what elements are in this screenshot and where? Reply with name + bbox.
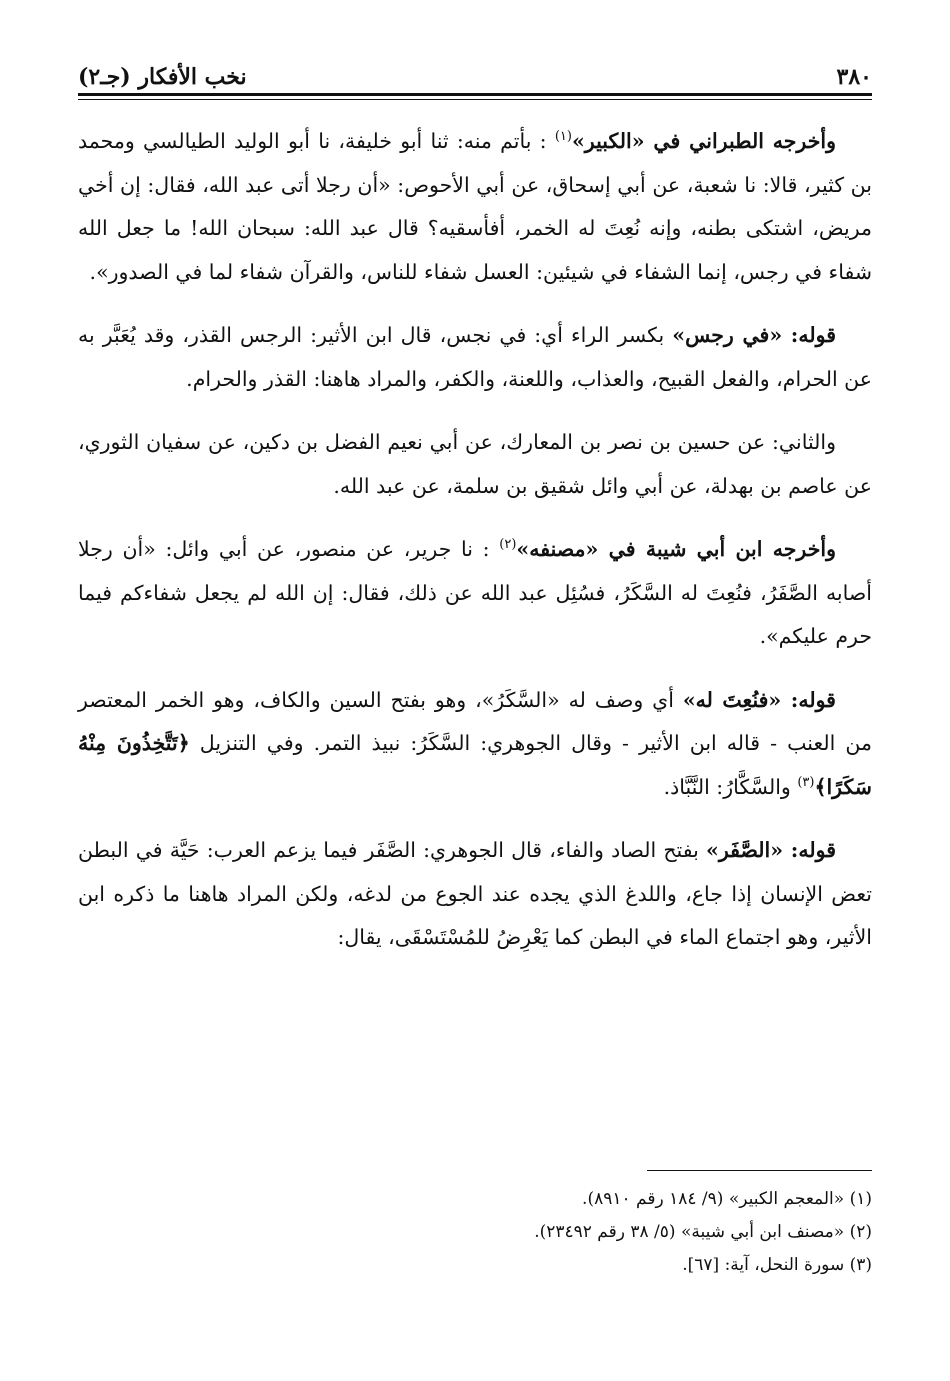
paragraph-6	[78, 829, 872, 960]
paragraph-text: بكسر الراء أي: في نجس، قال ابن الأثير: الرجس القذر، وقد يُعَبَّر به عن الحرام، والفعل القبيح، والعذاب، واللعنة، والكفر، والمراد هاهنا: القذر والحرام.	[78, 323, 872, 391]
footnote-3: (٣) سورة النحل، آية: [٦٧].	[682, 1255, 872, 1275]
footnote-ref[interactable]: (٣)	[797, 774, 815, 790]
paragraph-lead: وأخرجه الطبراني في «الكبير»	[571, 129, 836, 153]
paragraph-tail: والسَّكَّارُ: النَّبَّاذ.	[663, 774, 791, 799]
paragraph-text: : بأتم منه: ثنا أبو خليفة، نا أبو الوليد الطيالسي ومحمد بن كثير، قالا: نا شعبة، عن أبي إسحاق، عن أبي الأحوص: «أن رجلا أتى عبد الله، فقال: إن أخي مريض، اشتكى بطنه، وإنه نُعِتَ له الخمر، أفأسقيه؟ قال عبد الله: سبحان الله! ما جعل الله شفاء في رجس، إنما الشفاء في شيئين: العسل شفاء للناس، والقرآن شفاء لما في الصدور».	[78, 129, 872, 284]
paragraph-1	[78, 120, 872, 294]
book-title: نخب الأفكار (جـ٢)	[78, 64, 247, 90]
paragraph-2	[78, 314, 872, 401]
footnote-ref[interactable]: (١)	[554, 129, 572, 145]
paragraph-lead: قوله: «في رجس»	[672, 323, 836, 347]
paragraph-4	[78, 528, 872, 659]
paragraph-3	[78, 421, 872, 508]
paragraph-text: والثاني: عن حسين بن نصر بن المعارك، عن أبي نعيم الفضل بن دكين، عن سفيان الثوري، عن عاصم بن بهدلة، عن أبي وائل شقيق بن سلمة، عن عبد الله.	[78, 430, 872, 498]
paragraph-5	[78, 679, 872, 810]
footnote-1: (١) «المعجم الكبير» (٩/ ١٨٤ رقم ٨٩١٠).	[582, 1189, 872, 1209]
footnote-rule	[647, 1170, 872, 1171]
footnotes	[78, 1183, 872, 1282]
page-number: ٣٨٠	[836, 64, 872, 90]
paragraph-lead: قوله: «فنُعِتَ له»	[682, 687, 836, 712]
paragraph-text: أي وصف له «السَّكَرُ»، وهو بفتح السين والكاف، وهو الخمر المعتصر من العنب - قاله ابن الأثير - وقال الجوهري: السَّكَرُ: نبيذ التمر. وفي التنزيل	[78, 687, 872, 755]
paragraph-lead: قوله: «الصَّفَر»	[706, 838, 836, 862]
footnote-ref[interactable]: (٢)	[499, 537, 517, 553]
header-rule	[78, 93, 872, 96]
quran-verse: ﴿تَتَّخِذُونَ مِنْهُ سَكَرًا﴾	[78, 731, 872, 799]
header-rule-thin	[78, 99, 872, 100]
paragraph-lead: وأخرجه ابن أبي شيبة في «مصنفه»	[516, 537, 836, 561]
page-header	[78, 56, 872, 90]
paragraph-text: : نا جرير، عن منصور، عن أبي وائل: «أن رجلا أصابه الصَّفَرُ، فنُعِتَ له السَّكَرُ، فسُئِل عبد الله عن ذلك، فقال: إن الله لم يجعل شفاءكم فيما حرم عليكم».	[78, 537, 872, 648]
paragraph-text: بفتح الصاد والفاء، قال الجوهري: الصَّفَر فيما يزعم العرب: حَيَّة في البطن تعض الإنسان إذا جاع، واللدغ الذي يجده عند الجوع من لدغه، ولكن المراد هاهنا ما ذكره ابن الأثير، وهو اجتماع الماء في البطن كما يَعْرِضُ للمُسْتَسْقَى، يقال:	[78, 838, 872, 949]
footnote-2: (٢) «مصنف ابن أبي شيبة» (٥/ ٣٨ رقم ٢٣٤٩٢).	[534, 1222, 872, 1242]
page-body	[78, 120, 872, 980]
